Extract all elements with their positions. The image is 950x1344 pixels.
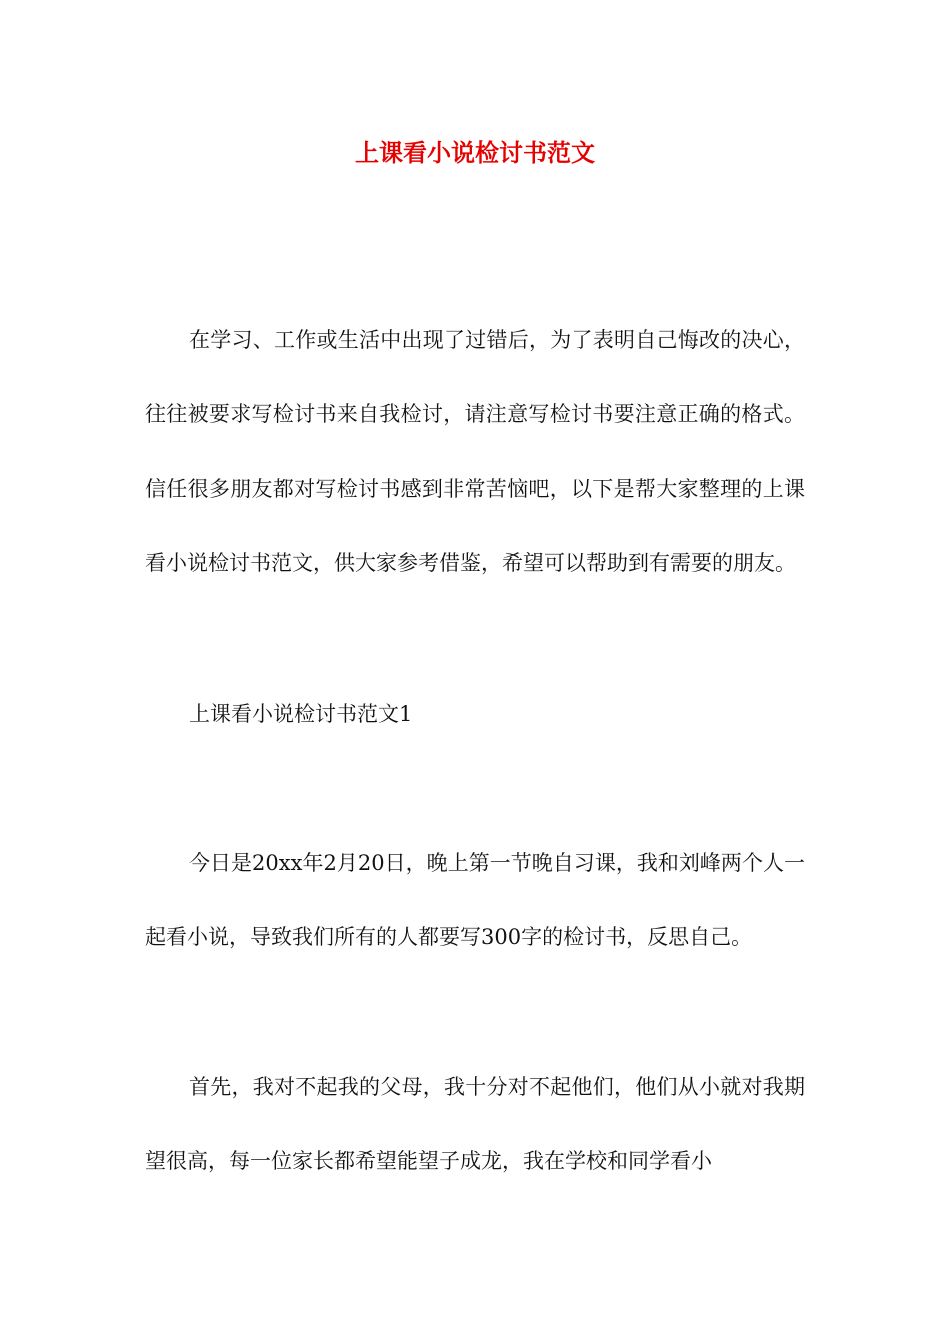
body-paragraph: 今日是20xx年2月20日，晚上第一节晚自习课，我和刘峰两个人一起看小说，导致我们所有的人都要写300字的检讨书，反思自己。 [145, 851, 805, 950]
section-heading: 上课看小说检讨书范文1 [189, 702, 413, 726]
body-paragraph: 首先，我对不起我的父母，我十分对不起他们，他们从小就对我期望很高，每一位家长都希望能望子成龙，我在学校和同学看小 [145, 1075, 805, 1174]
intro-paragraph: 在学习、工作或生活中出现了过错后，为了表明自己悔改的决心，往往被要求写检讨书来自我检讨，请注意写检讨书要注意正确的格式。信任很多朋友都对写检讨书感到非常苦恼吧，以下是帮大家整理的上课看小说检讨书范文，供大家参考借鉴，希望可以帮助到有需要的朋友。 [145, 328, 805, 576]
document-title: 上课看小说检讨书范文 [355, 138, 595, 167]
